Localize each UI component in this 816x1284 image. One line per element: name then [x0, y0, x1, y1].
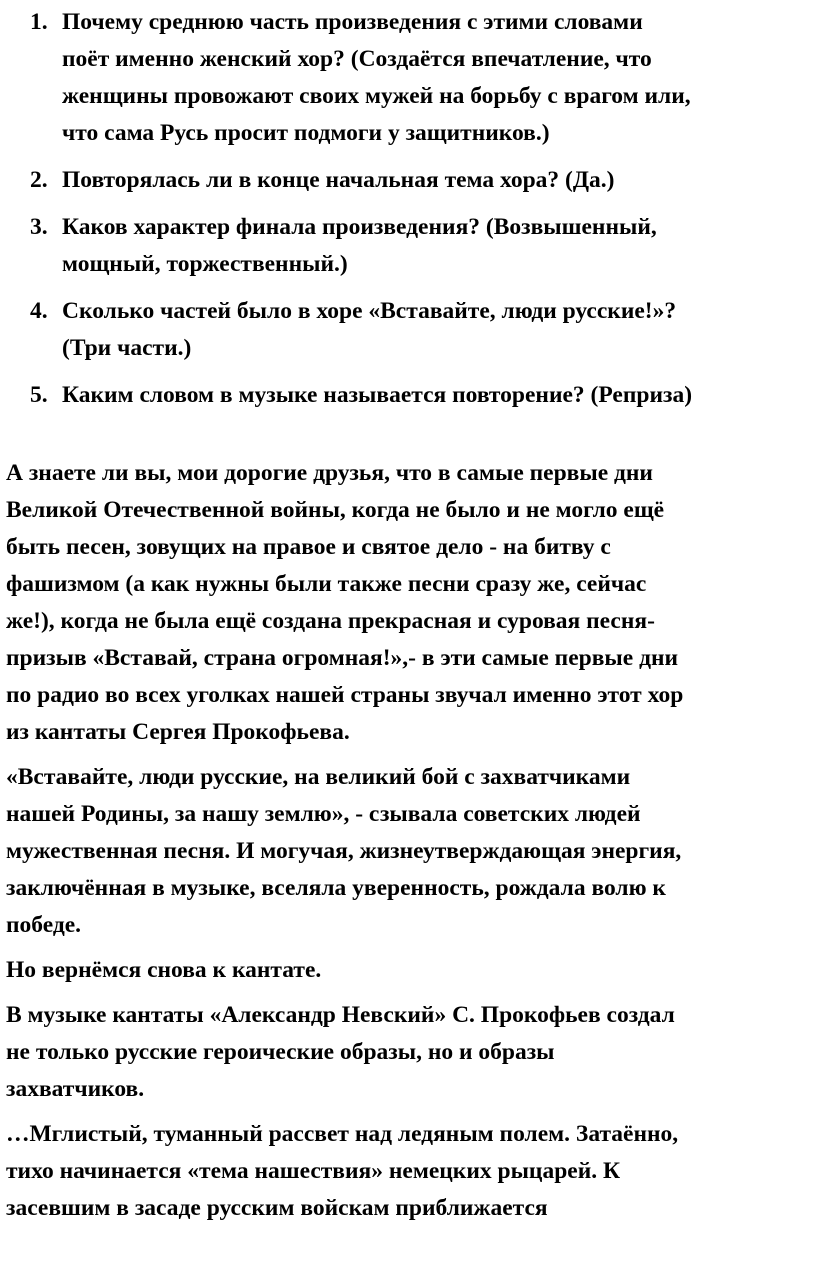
question-number: 4.: [30, 298, 48, 324]
question-line: что сама Русь просит подмоги у защитников.): [62, 120, 550, 146]
question-number: 3.: [30, 214, 48, 240]
paragraph-line: не только русские героические образы, но и образы: [6, 1039, 555, 1065]
paragraph-line: «Вставайте, люди русские, на великий бой с захватчиками: [6, 764, 631, 790]
paragraph-line: победе.: [6, 912, 82, 938]
paragraph-line: быть песен, зовущих на правое и святое дело - на битву с: [6, 534, 611, 560]
paragraph-line: Но вернёмся снова к кантате.: [6, 957, 322, 983]
paragraph-line: В музыке кантаты «Александр Невский» С. Прокофьев создал: [6, 1002, 675, 1028]
paragraph-line: нашей Родины, за нашу землю», - сзывала советских людей: [6, 801, 641, 827]
paragraph-line: же!), когда не была ещё создана прекрасная и суровая песня-: [6, 608, 655, 634]
question-line: Почему среднюю часть произведения с этими словами: [62, 9, 643, 35]
question-line: Сколько частей было в хоре «Вставайте, люди русские!»?: [62, 298, 677, 324]
question-item: [0, 162, 816, 199]
paragraph-line: призыв «Вставай, страна огромная!»,- в эти самые первые дни: [6, 645, 679, 671]
question-item: [0, 4, 816, 152]
paragraph-line: фашизмом (а как нужны были также песни сразу же, сейчас: [6, 571, 647, 597]
question-line: поёт именно женский хор? (Создаётся впечатление, что: [62, 46, 652, 72]
paragraph-line: А знаете ли вы, мои дорогие друзья, что в самые первые дни: [6, 460, 653, 486]
paragraph: [6, 455, 816, 751]
paragraph: [6, 759, 816, 944]
paragraph-line: заключённая в музыке, вселяла уверенность, рождала волю к: [6, 875, 666, 901]
paragraph-line: мужественная песня. И могучая, жизнеутверждающая энергия,: [6, 838, 682, 864]
paragraph-line: по радио во всех уголках нашей страны звучал именно этот хор: [6, 682, 684, 708]
paragraph-line: Великой Отечественной войны, когда не было и не могло ещё: [6, 497, 665, 523]
paragraph: [6, 1116, 816, 1227]
question-line: Повторялась ли в конце начальная тема хора? (Да.): [62, 167, 615, 193]
body-text: [6, 455, 816, 1235]
question-line: Каким словом в музыке называется повторение? (Реприза): [62, 382, 693, 408]
paragraph-line: …Мглистый, туманный рассвет над ледяным полем. Затаённо,: [6, 1121, 679, 1147]
question-item: [0, 293, 816, 367]
paragraph: [6, 952, 816, 989]
question-line: мощный, торжественный.): [62, 251, 348, 277]
question-item: [0, 377, 816, 414]
paragraph-line: захватчиков.: [6, 1076, 145, 1102]
question-number: 2.: [30, 167, 48, 193]
paragraph-line: тихо начинается «тема нашествия» немецких рыцарей. К: [6, 1158, 621, 1184]
question-line: (Три части.): [62, 335, 192, 361]
question-number: 1.: [30, 9, 48, 35]
paragraph-line: из кантаты Сергея Прокофьева.: [6, 719, 350, 745]
question-line: Каков характер финала произведения? (Возвышенный,: [62, 214, 657, 240]
paragraph-line: засевшим в засаде русским войскам приближается: [6, 1195, 548, 1221]
question-line: женщины провожают своих мужей на борьбу с врагом или,: [62, 83, 691, 109]
question-item: [0, 209, 816, 283]
question-number: 5.: [30, 382, 48, 408]
questions-list: [0, 4, 816, 424]
paragraph: [6, 997, 816, 1108]
